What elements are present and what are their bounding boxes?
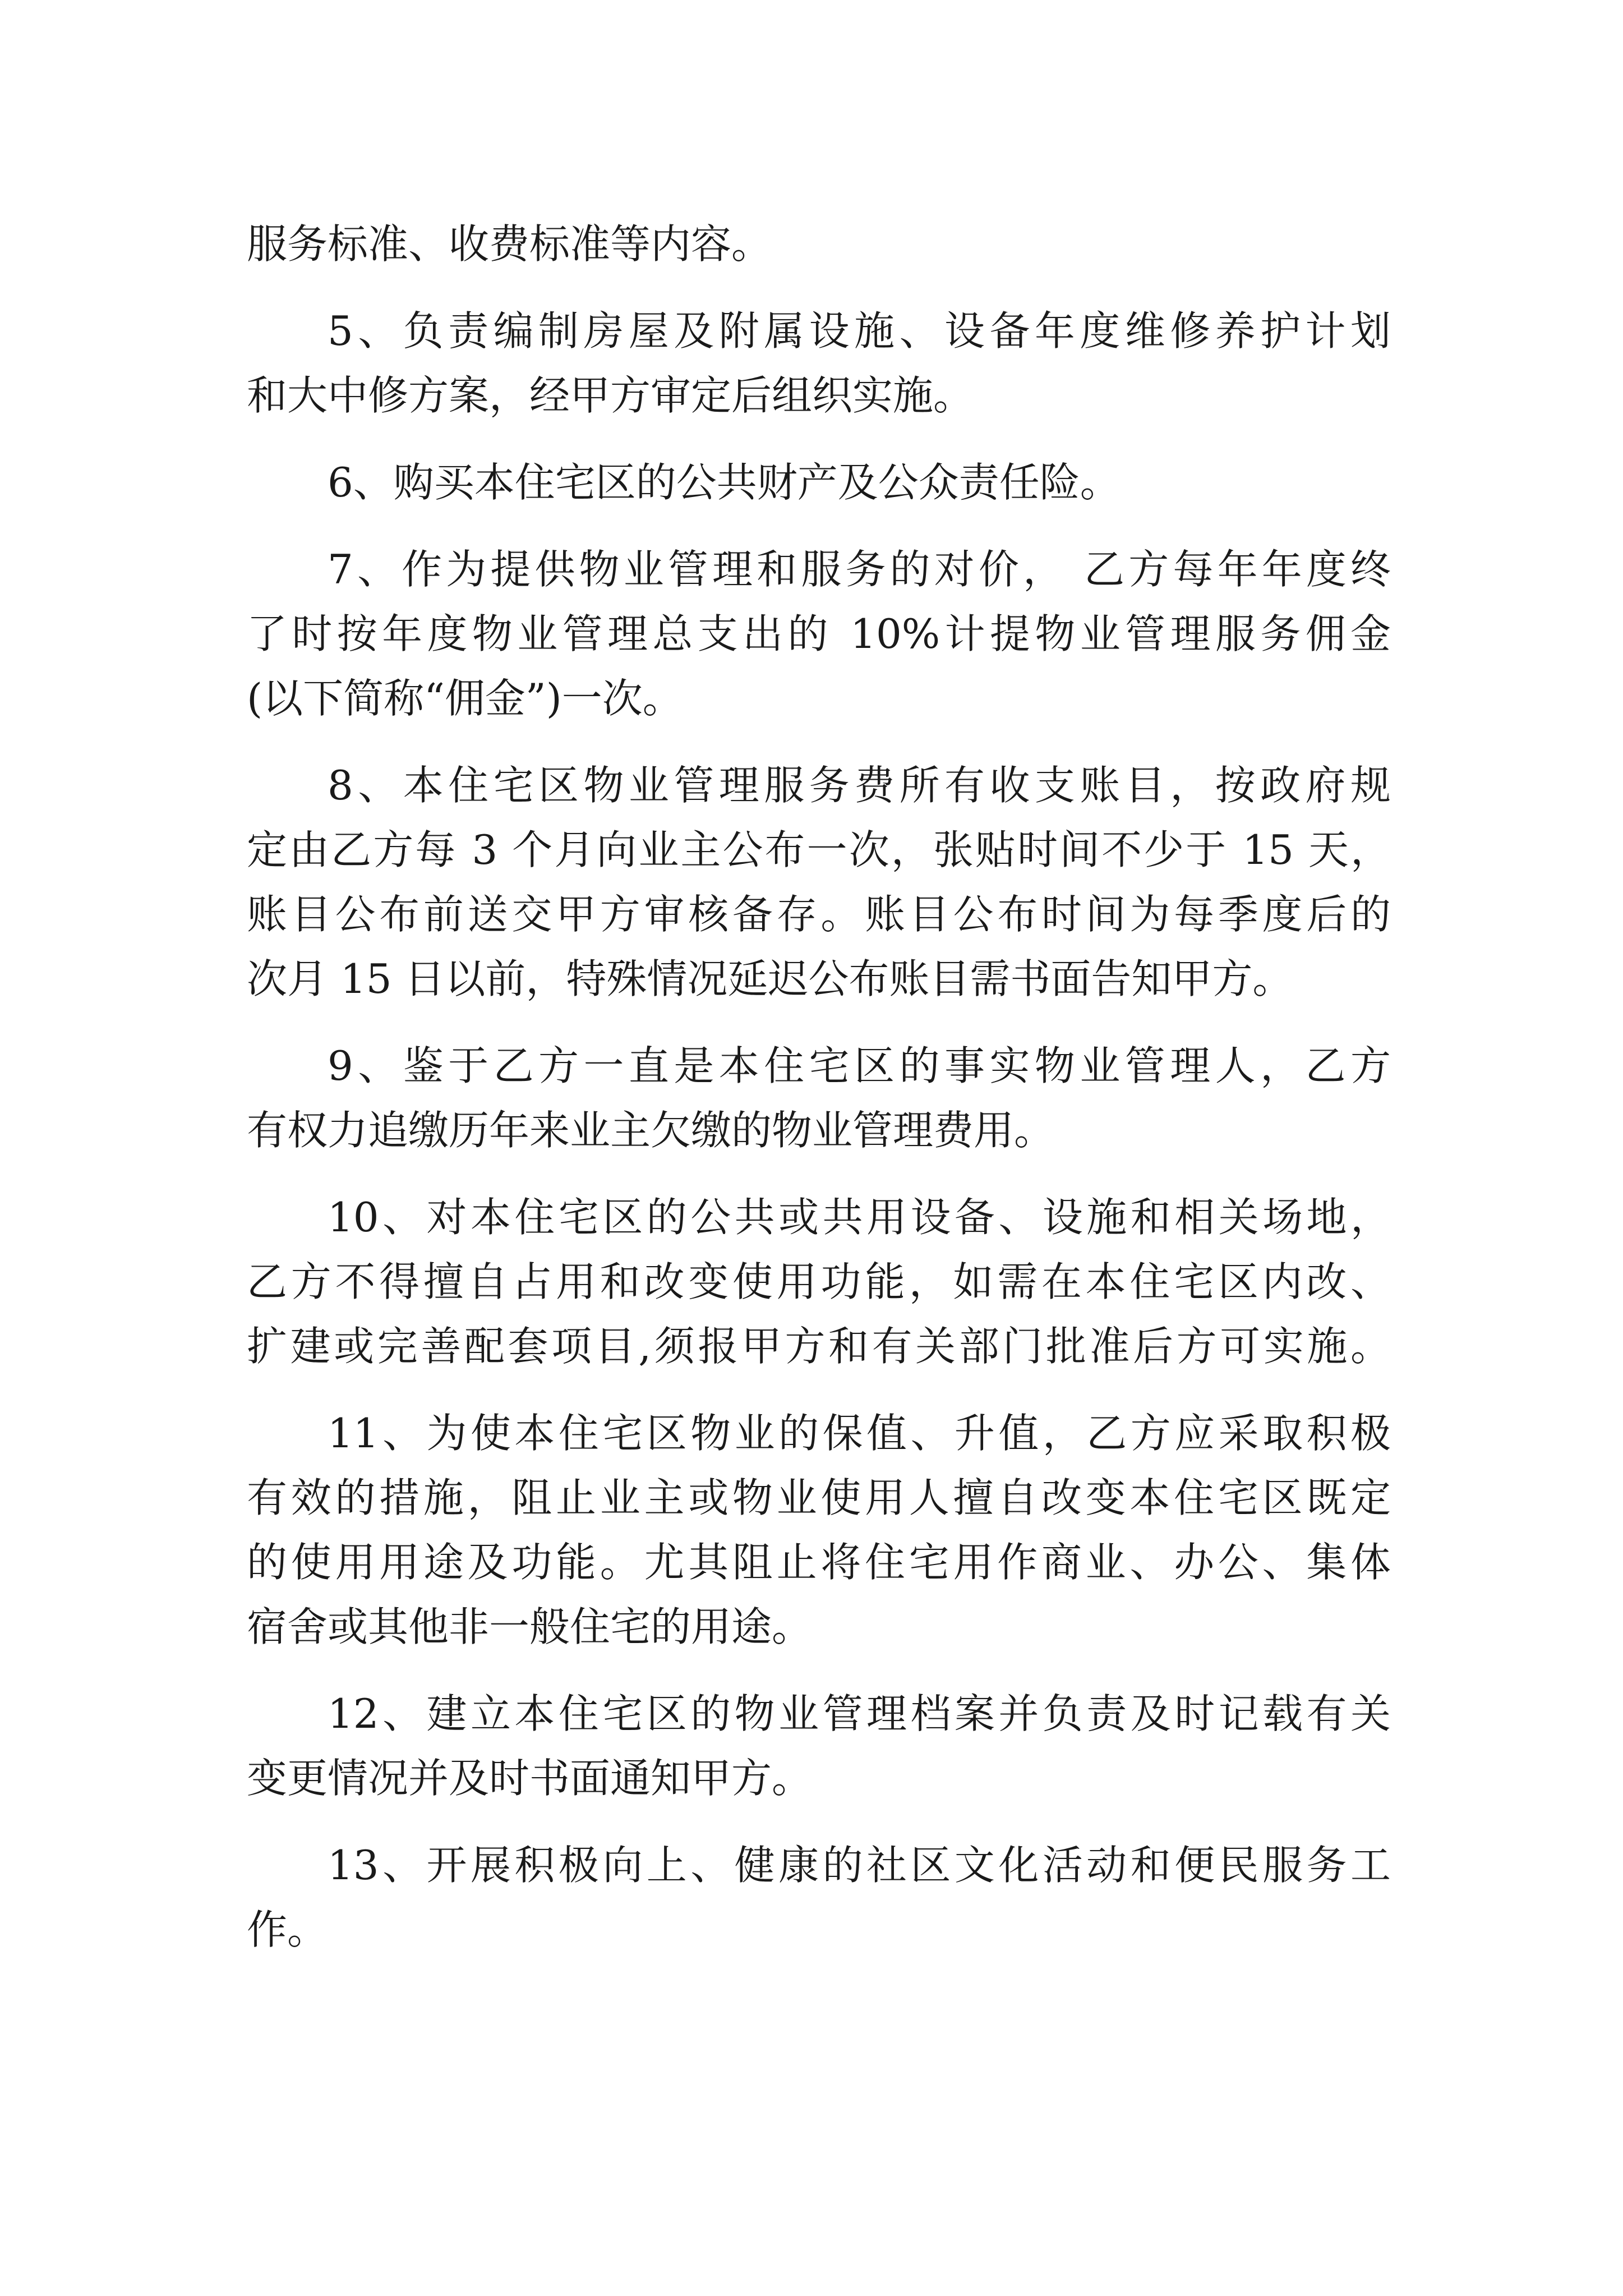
text-line: 和大中修方案，经甲方审定后组织实施。 (247, 372, 974, 419)
clause-6 (247, 450, 1391, 515)
text-line: 6、购买本住宅区的公共财产及公众责任险。 (328, 459, 1121, 506)
clause-12 (247, 1682, 1391, 1811)
paragraph-continuation (247, 212, 1391, 277)
text-line: 10、对本住宅区的公共或共用设备、设施和相关场地， (328, 1194, 1391, 1241)
clause-10 (247, 1185, 1391, 1379)
text-line: 宿舍或其他非一般住宅的用途。 (247, 1603, 813, 1650)
text-line: 服务标准、收费标准等内容。 (247, 220, 772, 268)
text-line: 9、鉴于乙方一直是本住宅区的事实物业管理人，乙方 (328, 1042, 1391, 1089)
text-line: 扩建或完善配套项目,须报甲方和有关部门批准后方可实施。 (247, 1323, 1391, 1370)
text-line: 13、开展积极向上、健康的社区文化活动和便民服务工 (328, 1842, 1391, 1889)
clause-7 (247, 537, 1391, 731)
text-line: 乙方不得擅自占用和改变使用功能，如需在本住宅区内改、 (247, 1258, 1391, 1305)
text-line: 5、负责编制房屋及附属设施、设备年度维修养护计划 (328, 307, 1391, 355)
text-line: 的使用用途及功能。尤其阻止将住宅用作商业、办公、集体 (247, 1539, 1391, 1586)
text-line: 账目公布前送交甲方审核备存。账目公布时间为每季度后的 (247, 891, 1391, 938)
text-line: 7、作为提供物业管理和服务的对价， 乙方每年年度终 (328, 546, 1391, 593)
text-line: 变更情况并及时书面通知甲方。 (247, 1755, 813, 1802)
text-line: 8、本住宅区物业管理服务费所有收支账目，按政府规 (328, 762, 1391, 809)
text-line: 有权力追缴历年来业主欠缴的物业管理费用。 (247, 1107, 1055, 1154)
clause-11 (247, 1401, 1391, 1659)
text-line: 了时按年度物业管理总支出的 10%计提物业管理服务佣金 (247, 610, 1391, 657)
text-line: 11、为使本住宅区物业的保值、升值，乙方应采取积极 (328, 1410, 1391, 1457)
text-line: (以下简称“佣金”)一次。 (247, 675, 683, 722)
document-body (247, 212, 1391, 1985)
text-line: 有效的措施，阻止业主或物业使用人擅自改变本住宅区既定 (247, 1474, 1391, 1521)
text-line: 定由乙方每 3 个月向业主公布一次，张贴时间不少于 15 天， (247, 826, 1391, 873)
text-line: 次月 15 日以前，特殊情况延迟公布账目需书面告知甲方。 (247, 955, 1293, 1002)
clause-8 (247, 753, 1391, 1011)
clause-13 (247, 1833, 1391, 1962)
text-line: 12、建立本住宅区的物业管理档案并负责及时记载有关 (328, 1690, 1391, 1737)
clause-5 (247, 299, 1391, 428)
clause-9 (247, 1034, 1391, 1163)
text-line: 作。 (247, 1906, 328, 1953)
